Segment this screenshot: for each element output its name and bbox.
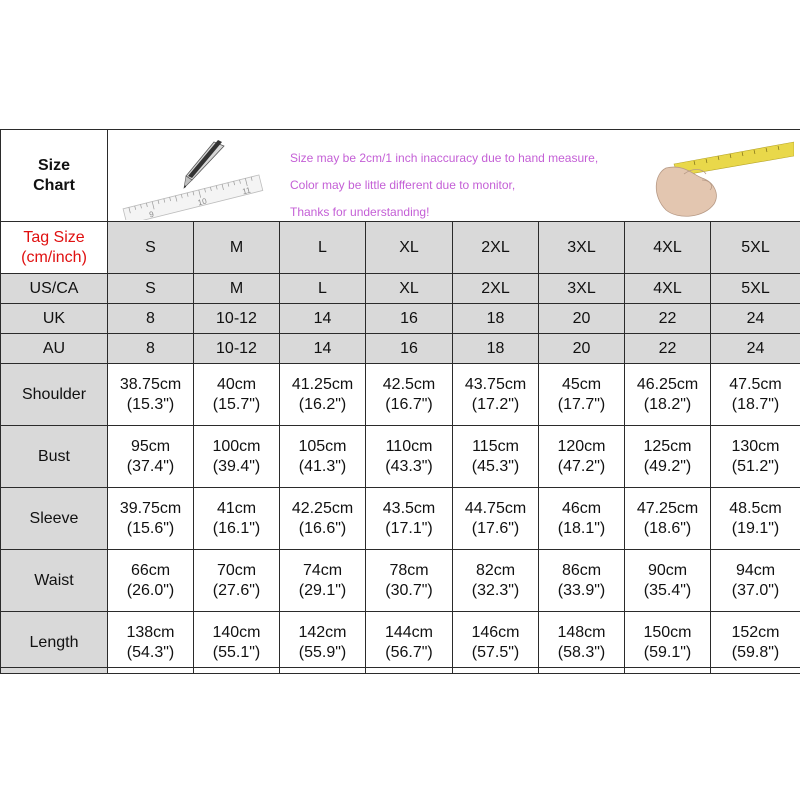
measurement-cell (453, 488, 539, 550)
inch-value: (43.3") (385, 457, 433, 475)
inch-value: (55.1") (212, 643, 261, 661)
inch-value: (55.9") (298, 643, 347, 661)
conversion-cell: 22 (625, 304, 711, 334)
cm-value: 45cm (561, 375, 602, 393)
measurement-cell (625, 364, 711, 426)
notice-line-1: Size may be 2cm/1 inch inaccuracy due to hand measure, (290, 150, 599, 165)
inch-value: (35.4") (643, 581, 692, 599)
row-label: AU (1, 334, 108, 364)
inch-value: (18.1") (557, 519, 606, 537)
title-line-1: Size (37, 156, 70, 174)
conversion-cell: 8 (108, 334, 194, 364)
tag-size-row (1, 222, 800, 274)
measurement-label: Sleeve (1, 488, 108, 550)
measurement-cell (711, 364, 800, 426)
size-conversion-row (1, 304, 800, 334)
inch-value: (15.7") (212, 395, 261, 413)
size-header-cell: XL (366, 222, 453, 274)
inch-value: (47.2") (557, 457, 606, 475)
measurement-label: Length (1, 612, 108, 674)
ruler-digit: 9 (148, 209, 155, 220)
measurement-cell (366, 488, 453, 550)
cm-value: 70cm (216, 561, 257, 579)
inch-value: (15.3") (126, 395, 175, 413)
conversion-cell: S (108, 274, 194, 304)
cm-value: 105cm (298, 437, 347, 455)
inch-value: (16.6") (298, 519, 347, 537)
cm-value: 140cm (212, 623, 261, 641)
measurement-cell (453, 364, 539, 426)
cm-value: 125cm (643, 437, 692, 455)
conversion-cell: 24 (711, 334, 800, 364)
measurement-cell (194, 364, 280, 426)
tag-size-label (1, 222, 108, 274)
size-header-cell: 3XL (539, 222, 625, 274)
inch-value: (32.3") (471, 581, 520, 599)
conversion-cell: 20 (539, 334, 625, 364)
conversion-cell: 2XL (453, 274, 539, 304)
conversion-cell: 10-12 (194, 304, 280, 334)
measurement-cell (108, 612, 194, 674)
size-header-cell: 4XL (625, 222, 711, 274)
conversion-cell: 5XL (711, 274, 800, 304)
cm-value: 41cm (216, 499, 257, 517)
ruler-digit: 11 (241, 185, 252, 196)
size-conversion-row (1, 334, 800, 364)
cm-value: 42.25cm (291, 499, 354, 517)
title-line-2: Chart (33, 176, 75, 194)
inch-value: (29.1") (298, 581, 347, 599)
inch-value: (54.3") (126, 643, 175, 661)
inch-value: (58.3") (557, 643, 606, 661)
inch-value: (37.4") (126, 457, 175, 475)
inch-value: (27.6") (212, 581, 261, 599)
inch-value: (57.5") (471, 643, 520, 661)
inch-value: (30.7") (385, 581, 433, 599)
measurement-cell (280, 612, 366, 674)
measurement-cell (366, 426, 453, 488)
measurement-cell (280, 488, 366, 550)
conversion-cell: M (194, 274, 280, 304)
cm-value: 44.75cm (464, 499, 527, 517)
row-label: US/CA (1, 274, 108, 304)
measurement-cell (366, 364, 453, 426)
measurement-cell (280, 550, 366, 612)
cm-value: 47.25cm (636, 499, 699, 517)
inch-value: (59.1") (643, 643, 692, 661)
inch-value: (56.7") (385, 643, 433, 661)
inch-value: (19.1") (731, 519, 780, 537)
measurement-cell (711, 612, 800, 674)
measurement-cell (194, 426, 280, 488)
conversion-cell: 14 (280, 334, 366, 364)
measurement-cell (280, 364, 366, 426)
inch-value: (16.7") (385, 395, 433, 413)
conversion-cell: 24 (711, 304, 800, 334)
cm-value: 148cm (557, 623, 606, 641)
cm-value: 95cm (130, 437, 171, 455)
tag-size-label-line-2: (cm/inch) (21, 248, 87, 266)
conversion-cell: 10-12 (194, 334, 280, 364)
conversion-cell: 14 (280, 304, 366, 334)
measurement-cell (453, 612, 539, 674)
conversion-cell: 22 (625, 334, 711, 364)
cm-value: 66cm (130, 561, 171, 579)
inch-value: (17.1") (385, 519, 433, 537)
cm-value: 100cm (212, 437, 261, 455)
inch-value: (59.8") (731, 643, 780, 661)
notice-line-3: Thanks for understanding! (290, 204, 430, 219)
conversion-cell: 18 (453, 334, 539, 364)
inch-value: (51.2") (731, 457, 780, 475)
size-chart-table (0, 129, 800, 674)
measurement-cell (108, 426, 194, 488)
measurement-cell (453, 426, 539, 488)
cm-value: 39.75cm (119, 499, 182, 517)
inch-value: (18.6") (643, 519, 692, 537)
measurement-cell (625, 612, 711, 674)
measurement-cell (366, 612, 453, 674)
cm-value: 146cm (471, 623, 520, 641)
conversion-cell: L (280, 274, 366, 304)
inch-value: (39.4") (212, 457, 261, 475)
measurement-cell (539, 550, 625, 612)
cm-value: 78cm (389, 561, 429, 579)
measurement-cell (194, 550, 280, 612)
cm-value: 43.75cm (464, 375, 527, 393)
measurement-cell (625, 426, 711, 488)
inch-value: (17.7") (557, 395, 606, 413)
conversion-cell: 8 (108, 304, 194, 334)
ruler-digit: 10 (196, 196, 208, 207)
measurement-cell (366, 550, 453, 612)
inch-value: (41.3") (298, 457, 347, 475)
hand-measuring-tape-icon (644, 134, 794, 220)
measurement-label: Bust (1, 426, 108, 488)
cm-value: 120cm (557, 437, 606, 455)
measurement-row (1, 364, 800, 426)
cm-value: 47.5cm (729, 375, 782, 393)
conversion-cell: 16 (366, 334, 453, 364)
cm-value: 74cm (302, 561, 343, 579)
cm-value: 42.5cm (382, 375, 436, 393)
size-header-cell: M (194, 222, 280, 274)
measurement-label: Waist (1, 550, 108, 612)
banner-row (1, 130, 800, 222)
cm-value: 86cm (561, 561, 602, 579)
cm-value: 150cm (643, 623, 692, 641)
measurement-cell (194, 612, 280, 674)
measurement-cell (539, 612, 625, 674)
inch-value: (18.7") (731, 395, 780, 413)
size-header-cell: L (280, 222, 366, 274)
measurement-row (1, 488, 800, 550)
cm-value: 144cm (384, 623, 434, 641)
tag-size-label-line-1: Tag Size (23, 228, 85, 246)
inch-value: (17.6") (471, 519, 520, 537)
inch-value: (15.6") (126, 519, 175, 537)
table-bottom-rule (0, 667, 800, 668)
measurement-label: Shoulder (1, 364, 108, 426)
measurement-cell (194, 488, 280, 550)
measurement-cell (711, 550, 800, 612)
conversion-cell: XL (366, 274, 453, 304)
cm-value: 138cm (126, 623, 175, 641)
row-label: UK (1, 304, 108, 334)
size-header-cell: S (108, 222, 194, 274)
size-header-cell: 2XL (453, 222, 539, 274)
measurement-cell (453, 550, 539, 612)
cm-value: 82cm (475, 561, 516, 579)
conversion-cell: 18 (453, 304, 539, 334)
cm-value: 130cm (731, 437, 780, 455)
conversion-cell: 16 (366, 304, 453, 334)
cm-value: 142cm (298, 623, 347, 641)
size-header-cell: 5XL (711, 222, 800, 274)
cm-value: 90cm (647, 561, 688, 579)
measurement-row (1, 612, 800, 674)
cm-value: 43.5cm (382, 499, 436, 517)
size-conversion-row (1, 274, 800, 304)
conversion-cell: 4XL (625, 274, 711, 304)
inch-value: (26.0") (126, 581, 175, 599)
inch-value: (33.9") (557, 581, 606, 599)
pencil-ruler-icon (116, 136, 266, 220)
conversion-cell: 20 (539, 304, 625, 334)
cm-value: 46.25cm (636, 375, 699, 393)
measurement-cell (108, 364, 194, 426)
measurement-cell (711, 426, 800, 488)
measurement-cell (625, 488, 711, 550)
cm-value: 38.75cm (119, 375, 182, 393)
inch-value: (18.2") (643, 395, 692, 413)
measurement-cell (108, 488, 194, 550)
cm-value: 110cm (385, 437, 433, 455)
inch-value: (16.2") (298, 395, 347, 413)
measurement-cell (711, 488, 800, 550)
cm-value: 152cm (731, 623, 780, 641)
size-chart-title (1, 130, 108, 222)
notice-line-2: Color may be little different due to monitor, (290, 177, 516, 192)
measurement-cell (280, 426, 366, 488)
measurement-row (1, 550, 800, 612)
cm-value: 46cm (561, 499, 602, 517)
measurement-cell (625, 550, 711, 612)
conversion-cell: 3XL (539, 274, 625, 304)
measurement-cell (539, 426, 625, 488)
cm-value: 40cm (216, 375, 257, 393)
cm-value: 41.25cm (291, 375, 354, 393)
cm-value: 94cm (735, 561, 776, 579)
cm-value: 115cm (472, 437, 519, 455)
inch-value: (49.2") (643, 457, 692, 475)
measurement-notice-banner (108, 130, 800, 222)
inch-value: (16.1") (212, 519, 261, 537)
measurement-row (1, 426, 800, 488)
inch-value: (45.3") (471, 457, 520, 475)
measurement-cell (539, 364, 625, 426)
measurement-cell (539, 488, 625, 550)
measurement-cell (108, 550, 194, 612)
inch-value: (17.2") (471, 395, 520, 413)
inch-value: (37.0") (731, 581, 780, 599)
cm-value: 48.5cm (729, 499, 782, 517)
